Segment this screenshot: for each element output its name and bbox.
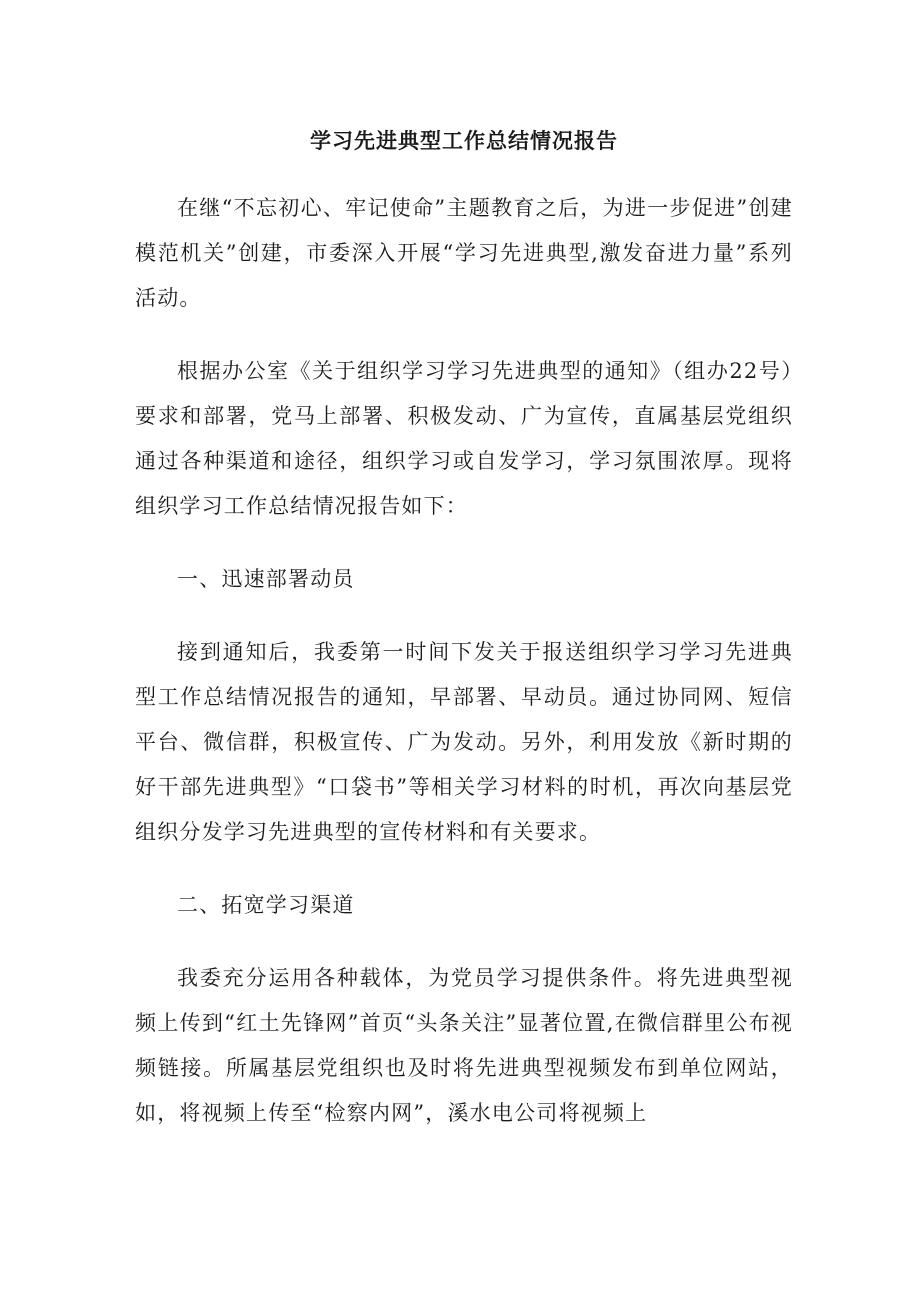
paragraph-intro: 在继“不忘初心、牢记使命”主题教育之后，为进一步促进”创建模范机关”创建，市委深入开展“学习先进典型,激发奋进力量”系列活动。 bbox=[135, 196, 793, 310]
paragraph-section-2: 我委充分运用各种载体，为党员学习提供条件。将先进典型视频上传到“红土先锋网”首页“头条关注”显著位置,在微信群里公布视频链接。所属基层党组织也及时将先进典型视频发布到单位网站，如，将视频上传至“检察内网”，溪水电公司将视频上 bbox=[135, 966, 793, 1125]
section-heading-1: 一、迅速部署动员 bbox=[177, 567, 355, 591]
paragraph-section-1: 接到通知后，我委第一时间下发关于报送组织学习学习先进典型工作总结情况报告的通知，早部署、早动员。通过协同网、短信平台、微信群，积极宣传、广为发动。另外，利用发放《新时期的好干部先进典型》“口袋书”等相关学习材料的时机，再次向基层党组织分发学习先进典型的宣传材料和有关要求。 bbox=[135, 640, 793, 844]
section-heading-2: 二、拓宽学习渠道 bbox=[177, 893, 355, 917]
document-title: 学习先进典型工作总结情况报告 bbox=[310, 128, 618, 153]
paragraph-notice: 根据办公室《关于组织学习学习先进典型的通知》（组办22号）要求和部署，党马上部署、积极发动、广为宣传，直属基层党组织通过各种渠道和途径，组织学习或自发学习，学习氛围浓厚。现将组织学习工作总结情况报告如下： bbox=[135, 359, 793, 518]
document-body bbox=[135, 122, 793, 1164]
